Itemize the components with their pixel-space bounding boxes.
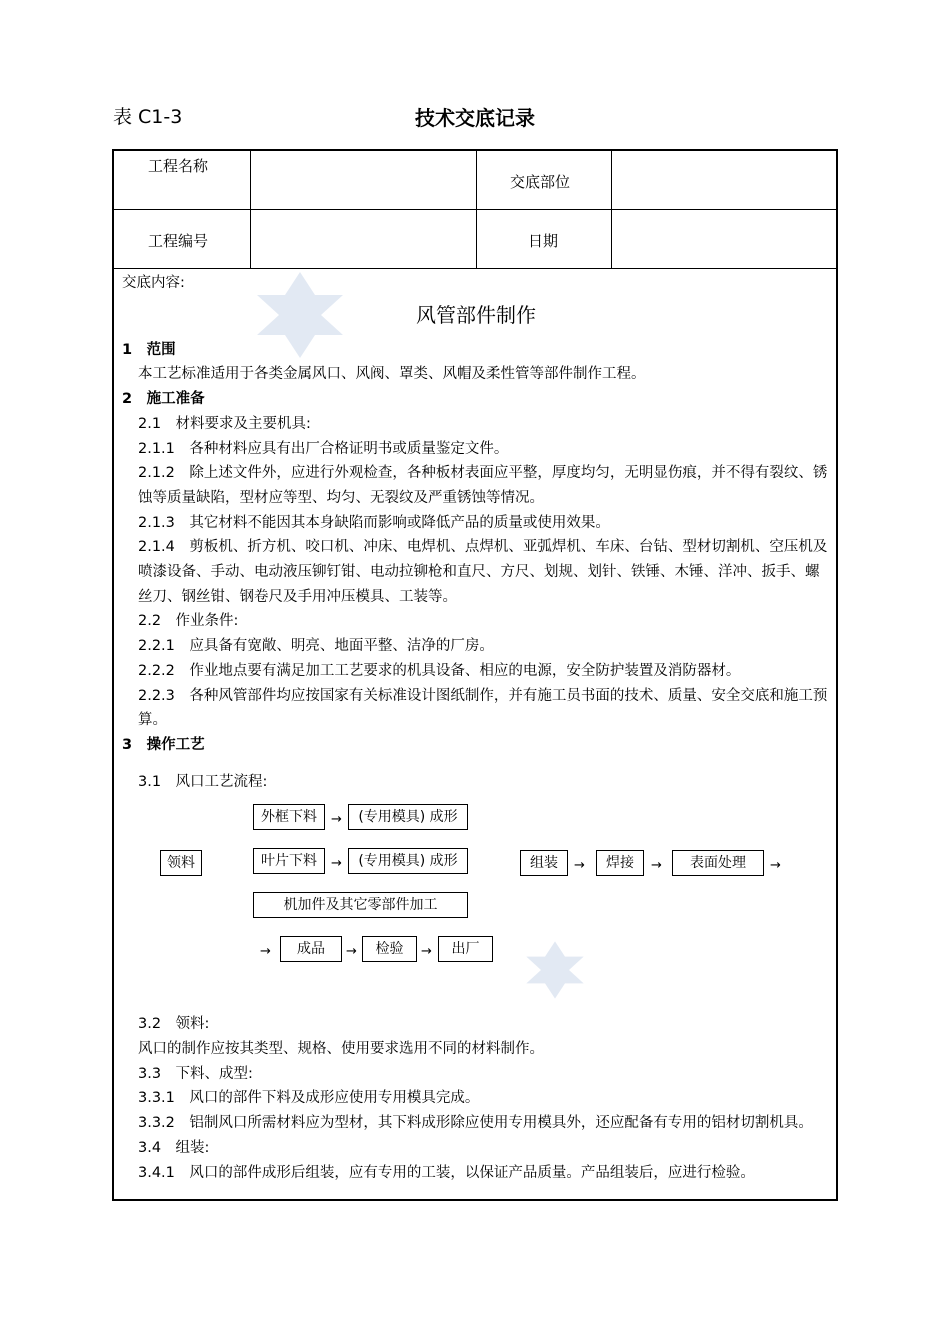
flow-box-weld: 焊接 [596,850,644,876]
project-name-label: 工程名称 [148,157,209,175]
flow-box-blade-form: (专用模具) 成形 [348,848,468,874]
flow-box-frame-form: (专用模具) 成形 [348,804,468,830]
flow-box-collect: 领料 [160,850,202,876]
content-line: 3.3.2 铝制风口所需材料应为型材，其下料成形除应使用专用模具外，还应配备有专用的铝材切割机具。 [138,1115,813,1132]
content-line: 2.1 材料要求及主要机具: [138,415,311,432]
doc-title: 风管部件制作 [416,302,536,327]
content-line: 3.3.1 风口的部件下料及成形应使用专用模具完成。 [138,1090,480,1107]
content-line: 本工艺标准适用于各类金属风口、风阀、罩类、风帽及柔性管等部件制作工程。 [138,366,646,383]
content-line: 2.1.1 各种材料应具有出厂合格证明书或质量鉴定文件。 [138,440,509,457]
content-line: 2.2.3 各种风管部件均应按国家有关标准设计图纸制作，并有施工员书面的技术、质量、安全交底和施工预算。 [138,687,828,729]
flow-box-machining: 机加件及其它零部件加工 [253,892,468,918]
content-label: 交底内容: [122,275,185,291]
flow-arrow: → [421,944,432,960]
flow-arrow: → [574,858,585,874]
flow-arrow: → [331,812,342,828]
content-line: 2.2 作业条件: [138,613,239,630]
content-lines [122,338,830,758]
content-line: 2.1.3 其它材料不能因其本身缺陷而影响或降低产品的质量或使用效果。 [138,514,610,531]
flow-box-blade-cut: 叶片下料 [253,848,325,874]
content-line: 3.4 组装: [138,1139,210,1156]
content-line: 2.2.1 应具备有宽敞、明亮、地面平整、洁净的厂房。 [138,638,494,655]
content-lines-2 [122,1012,830,1185]
project-no-label: 工程编号 [148,232,209,250]
flow-diagram [122,794,830,1012]
flow-box-frame-cut: 外框下料 [253,804,325,830]
flow-caption: 3.1 风口工艺流程: [138,773,268,790]
flow-box-assembly: 组装 [520,850,568,876]
content-line: 2 施工准备 [122,391,205,408]
content-line: 3.3 下料、成型: [138,1065,253,1082]
flow-arrow: → [346,944,357,960]
location-label: 交底部位 [510,173,571,191]
content-line: 1 范围 [122,341,176,358]
record-table [112,149,838,1201]
flow-arrow: → [260,944,271,960]
date-label: 日期 [528,232,559,250]
content-line: 3.4.1 风口的部件成形后组装，应有专用的工装，以保证产品质量。产品组装后，应进行检验。 [138,1164,755,1181]
content-line: 2.2.2 作业地点要有满足加工工艺要求的机具设备、相应的电源，安全防护装置及消防器材。 [138,662,741,679]
form-code: 表 C1-3 [113,106,183,128]
content-body [122,271,830,1185]
flow-box-ship: 出厂 [438,936,493,962]
content-line: 2.1.4 剪板机、折方机、咬口机、冲床、电焊机、点焊机、亚弧焊机、车床、台钻、型材切割机、空压机及喷漆设备、手动、电动液压铆钉钳、电动拉铆枪和直尺、方尺、划规、划针、铁锤、木锤、洋冲、扳手、螺丝刀、钢丝钳、钢卷尺及手用冲压模具、工装等。 [138,539,828,605]
content-line: 3.2 领料: [138,1016,210,1033]
content-line: 风口的制作应按其类型、规格、使用要求选用不同的材料制作。 [138,1041,544,1058]
content-line: 3 操作工艺 [122,736,205,753]
flow-arrow: → [770,858,781,874]
content-line: 2.1.2 除上述文件外，应进行外观检查，各种板材表面应平整，厚度均匀，无明显伤痕，并不得有裂纹、锈蚀等质量缺陷，型材应等型、均匀、无裂纹及严重锈蚀等情况。 [138,465,828,506]
flow-box-product: 成品 [280,936,342,962]
flow-arrow: → [331,856,342,872]
flow-box-inspect: 检验 [362,936,417,962]
form-title: 技术交底记录 [415,106,535,130]
flow-arrow: → [651,858,662,874]
flow-box-surface: 表面处理 [672,850,764,876]
